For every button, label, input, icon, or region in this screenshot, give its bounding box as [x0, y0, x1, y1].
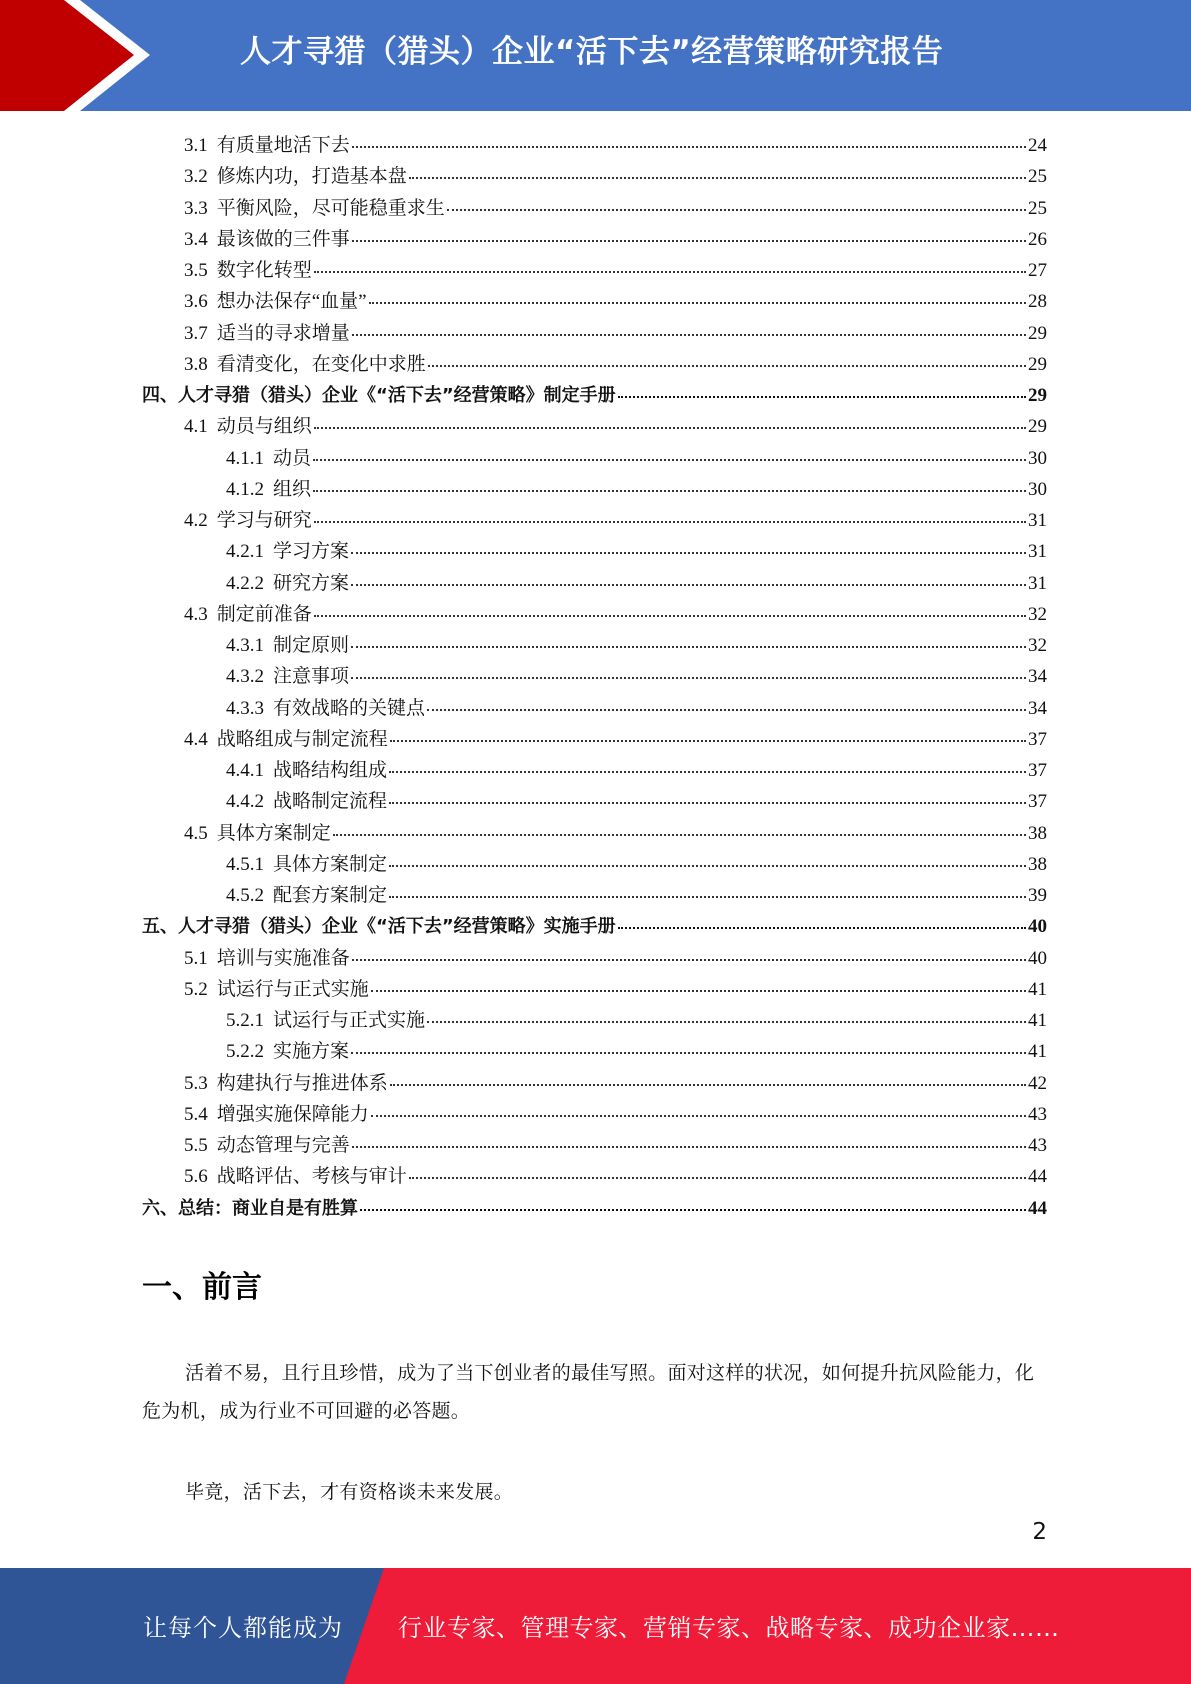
toc-entry[interactable] [184, 190, 1047, 221]
toc-entry-page: 37 [1028, 760, 1047, 781]
toc-entry[interactable] [226, 877, 1047, 908]
toc-entry-page: 25 [1028, 197, 1047, 219]
toc-entry-page: 29 [1028, 322, 1047, 344]
toc-leader-dots [618, 396, 1026, 398]
toc-entry-number: 4.2.1 [226, 541, 264, 563]
toc-leader-dots [351, 584, 1026, 586]
page-header [0, 0, 1191, 111]
toc-leader-dots [333, 834, 1026, 836]
toc-leader-dots [389, 771, 1026, 773]
toc-entry-page: 41 [1028, 1010, 1047, 1031]
toc-entry-page: 29 [1028, 416, 1047, 438]
toc-leader-dots [351, 552, 1026, 554]
toc-entry-page: 34 [1028, 666, 1047, 688]
toc-leader-dots [427, 709, 1026, 711]
toc-entry-title: 战略评估、考核与审计 [216, 1166, 407, 1188]
toc-leader-dots [352, 334, 1026, 336]
toc-leader-dots [351, 646, 1026, 648]
toc-leader-dots [371, 1115, 1026, 1117]
toc-entry-title: 动员 [273, 447, 312, 469]
toc-entry[interactable] [184, 1096, 1047, 1127]
toc-entry-title: 有效战略的关键点 [273, 697, 426, 719]
toc-entry-title: 构建执行与推进体系 [216, 1072, 388, 1094]
toc-entry-number: 5.5 [184, 1135, 208, 1156]
toc-entry-page: 37 [1028, 791, 1047, 813]
toc-leader-dots [389, 802, 1026, 804]
toc-leader-dots [313, 459, 1026, 461]
paragraph-1: 活着不易，且行且珍惜，成为了当下创业者的最佳写照。面对这样的状况，如何提升抗风险能力，化危为机，成为行业不可回避的必答题。 [142, 1363, 1035, 1422]
toc-entry-title: 培训与实施准备 [216, 947, 350, 969]
toc-entry-page: 27 [1028, 260, 1047, 281]
toc-entry[interactable] [184, 346, 1047, 377]
toc-entry-title: 动员与组织 [216, 416, 312, 438]
toc-entry-number: 4.3.2 [226, 666, 264, 688]
toc-entry-number: 4.4.2 [226, 791, 264, 813]
toc-entry[interactable] [226, 627, 1047, 658]
toc-entry-page: 28 [1028, 291, 1047, 313]
toc-entry-number: 4.2 [184, 510, 208, 531]
toc-entry-page: 38 [1028, 822, 1047, 844]
toc-entry-number: 5.2.1 [226, 1010, 264, 1031]
toc-leader-dots [352, 959, 1026, 961]
toc-entry-number: 4.3.3 [226, 697, 264, 719]
toc-leader-dots [314, 615, 1026, 617]
toc-entry-title: 学习方案 [273, 541, 350, 563]
toc-entry-title: 实施方案 [273, 1041, 350, 1063]
toc-entry-page: 31 [1028, 510, 1047, 531]
toc-entry-page: 26 [1028, 228, 1047, 250]
toc-entry-number: 4.5.1 [226, 853, 264, 875]
page-number: 2 [1032, 1519, 1047, 1545]
toc-leader-dots [409, 177, 1026, 179]
toc-entry[interactable] [226, 658, 1047, 689]
toc-entry-number: 5.2.2 [226, 1041, 264, 1063]
toc-entry-page: 24 [1028, 135, 1047, 156]
toc-entry[interactable] [184, 252, 1047, 283]
toc-entry-page: 34 [1028, 697, 1047, 719]
toc-entry-title: 组织 [273, 478, 312, 500]
toc-entry-page: 25 [1028, 166, 1047, 188]
toc-leader-dots [369, 302, 1026, 304]
toc-entry-title: 增强实施保障能力 [216, 1103, 369, 1125]
toc-entry[interactable] [184, 971, 1047, 1002]
toc-entry-page: 41 [1028, 978, 1047, 1000]
toc-entry[interactable] [226, 752, 1047, 783]
toc-entry-page: 44 [1028, 1166, 1047, 1188]
toc-leader-dots [351, 677, 1026, 679]
toc-entry-page: 43 [1028, 1103, 1047, 1125]
toc-entry[interactable] [226, 1033, 1047, 1064]
toc-entry[interactable] [226, 690, 1047, 721]
toc-leader-dots [389, 896, 1026, 898]
toc-entry-number: 4.4 [184, 728, 208, 750]
toc-entry-page: 32 [1028, 635, 1047, 656]
toc-leader-dots [352, 1146, 1026, 1148]
toc-leader-dots [314, 271, 1026, 273]
footer-slogan-right: 行业专家、管理专家、营销专家、战略专家、成功企业家…… [398, 1614, 1060, 1642]
toc-entry-title: 四、人才寻猎（猎头）企业《“活下去”经营策略》制定手册 [142, 385, 616, 406]
toc-entry-page: 30 [1028, 447, 1047, 469]
toc-entry-number: 3.6 [184, 291, 208, 313]
toc-entry[interactable] [184, 502, 1047, 533]
toc-entry-number: 4.1.1 [226, 447, 264, 469]
toc-entry[interactable] [184, 315, 1047, 346]
toc-leader-dots [389, 865, 1026, 867]
toc-entry[interactable] [226, 565, 1047, 596]
toc-leader-dots [371, 990, 1026, 992]
toc-entry-title: 注意事项 [273, 666, 350, 688]
toc-entry-page: 29 [1028, 353, 1047, 375]
toc-entry[interactable] [142, 908, 1047, 939]
toc-entry[interactable] [184, 127, 1047, 158]
toc-leader-dots [428, 365, 1026, 367]
toc-leader-dots [314, 427, 1026, 429]
toc-entry-number: 4.3 [184, 603, 208, 625]
toc-entry-title: 制定原则 [273, 635, 350, 656]
paragraph-2: 毕竟，活下去，才有资格谈未来发展。 [185, 1482, 514, 1503]
toc-entry-title: 有质量地活下去 [216, 135, 350, 156]
toc-entry-number: 5.1 [184, 947, 208, 969]
toc-entry-number: 3.4 [184, 228, 208, 250]
toc-entry[interactable] [142, 377, 1047, 408]
toc-entry[interactable] [226, 1002, 1047, 1033]
toc-entry-number: 5.4 [184, 1103, 208, 1125]
toc-entry[interactable] [184, 815, 1047, 846]
toc-entry-page: 32 [1028, 603, 1047, 625]
toc-entry[interactable] [184, 158, 1047, 189]
toc-entry-page: 31 [1028, 541, 1047, 563]
toc-entry-title: 想办法保存“血量” [216, 291, 367, 313]
toc-entry-page: 40 [1028, 947, 1047, 969]
toc-entry[interactable] [184, 408, 1047, 439]
page-footer [0, 1568, 1191, 1684]
toc-entry-page: 41 [1028, 1041, 1047, 1063]
toc-entry-title: 战略制定流程 [273, 791, 388, 813]
toc-entry-title: 动态管理与完善 [216, 1135, 350, 1156]
toc-entry-title: 具体方案制定 [273, 853, 388, 875]
toc-entry-page: 29 [1028, 385, 1047, 406]
toc-entry[interactable] [184, 940, 1047, 971]
toc-leader-dots [409, 1177, 1026, 1179]
toc-entry[interactable] [184, 1065, 1047, 1096]
toc-entry-page: 30 [1028, 478, 1047, 500]
toc-entry-title: 试运行与正式实施 [216, 978, 369, 1000]
toc-entry[interactable] [184, 1127, 1047, 1158]
toc-entry[interactable] [226, 440, 1047, 471]
toc-entry-number: 5.3 [184, 1072, 208, 1094]
toc-entry-number: 4.3.1 [226, 635, 264, 656]
toc-entry-title: 六、总结：商业自是有胜算 [142, 1197, 358, 1219]
toc-entry-number: 4.1.2 [226, 478, 264, 500]
toc-entry-title: 配套方案制定 [273, 885, 388, 906]
toc-entry-page: 39 [1028, 885, 1047, 906]
footer-slogan-left: 让每个人都能成为 [143, 1614, 343, 1642]
toc-entry-title: 具体方案制定 [216, 822, 331, 844]
toc-entry-number: 4.4.1 [226, 760, 264, 781]
toc-leader-dots [360, 1209, 1026, 1211]
toc-entry-title: 战略结构组成 [273, 760, 388, 781]
toc-entry-number: 3.5 [184, 260, 208, 281]
toc-leader-dots [390, 740, 1026, 742]
toc-entry-title: 最该做的三件事 [216, 228, 350, 250]
toc-entry[interactable] [184, 721, 1047, 752]
toc-entry[interactable] [142, 1190, 1047, 1221]
toc-entry[interactable] [226, 783, 1047, 814]
toc-entry-page: 40 [1028, 916, 1047, 938]
header-red-chevron-icon [0, 0, 160, 111]
toc-entry-title: 战略组成与制定流程 [216, 728, 388, 750]
toc-entry-number: 4.2.2 [226, 572, 264, 594]
toc-entry-page: 44 [1028, 1197, 1047, 1219]
toc-entry-number: 5.2 [184, 978, 208, 1000]
toc-leader-dots [314, 521, 1026, 523]
toc-entry-number: 3.2 [184, 166, 208, 188]
toc-leader-dots [618, 927, 1026, 929]
toc-leader-dots [313, 490, 1026, 492]
toc-entry[interactable] [184, 596, 1047, 627]
toc-entry-number: 3.8 [184, 353, 208, 375]
toc-entry-title: 学习与研究 [216, 510, 312, 531]
toc-entry-title: 适当的寻求增量 [216, 322, 350, 344]
toc-entry-page: 43 [1028, 1135, 1047, 1156]
toc-entry-title: 五、人才寻猎（猎头）企业《“活下去”经营策略》实施手册 [142, 916, 616, 938]
toc-leader-dots [352, 240, 1026, 242]
section-heading: 一、前言 [142, 1270, 262, 1305]
toc-leader-dots [352, 146, 1026, 148]
toc-entry-number: 4.5.2 [226, 885, 264, 906]
toc-leader-dots [447, 209, 1026, 211]
toc-entry[interactable] [184, 1158, 1047, 1189]
toc-entry[interactable] [226, 533, 1047, 564]
toc-entry[interactable] [226, 471, 1047, 502]
toc-entry-page: 37 [1028, 728, 1047, 750]
toc-entry[interactable] [226, 846, 1047, 877]
toc-entry-title: 试运行与正式实施 [273, 1010, 426, 1031]
toc-entry-number: 4.1 [184, 416, 208, 438]
toc-leader-dots [427, 1021, 1026, 1023]
toc-entry-number: 4.5 [184, 822, 208, 844]
toc-entry-number: 3.1 [184, 135, 208, 156]
toc-entry-number: 5.6 [184, 1166, 208, 1188]
toc-leader-dots [390, 1084, 1026, 1086]
toc-entry-number: 3.7 [184, 322, 208, 344]
toc-entry-title: 平衡风险，尽可能稳重求生 [216, 197, 445, 219]
toc-entry-title: 数字化转型 [216, 260, 312, 281]
toc-entry-number: 3.3 [184, 197, 208, 219]
toc-entry-title: 看清变化，在变化中求胜 [216, 353, 426, 375]
toc-entry-page: 31 [1028, 572, 1047, 594]
toc-entry-title: 修炼内功，打造基本盘 [216, 166, 407, 188]
toc-entry-page: 42 [1028, 1072, 1047, 1094]
toc-entry[interactable] [184, 221, 1047, 252]
toc-leader-dots [351, 1052, 1026, 1054]
toc-entry-page: 38 [1028, 853, 1047, 875]
header-title: 人才寻猎（猎头）企业“活下去”经营策略研究报告 [240, 34, 944, 70]
toc-entry-title: 制定前准备 [216, 603, 312, 625]
toc-entry-title: 研究方案 [273, 572, 350, 594]
toc-entry[interactable] [184, 283, 1047, 314]
